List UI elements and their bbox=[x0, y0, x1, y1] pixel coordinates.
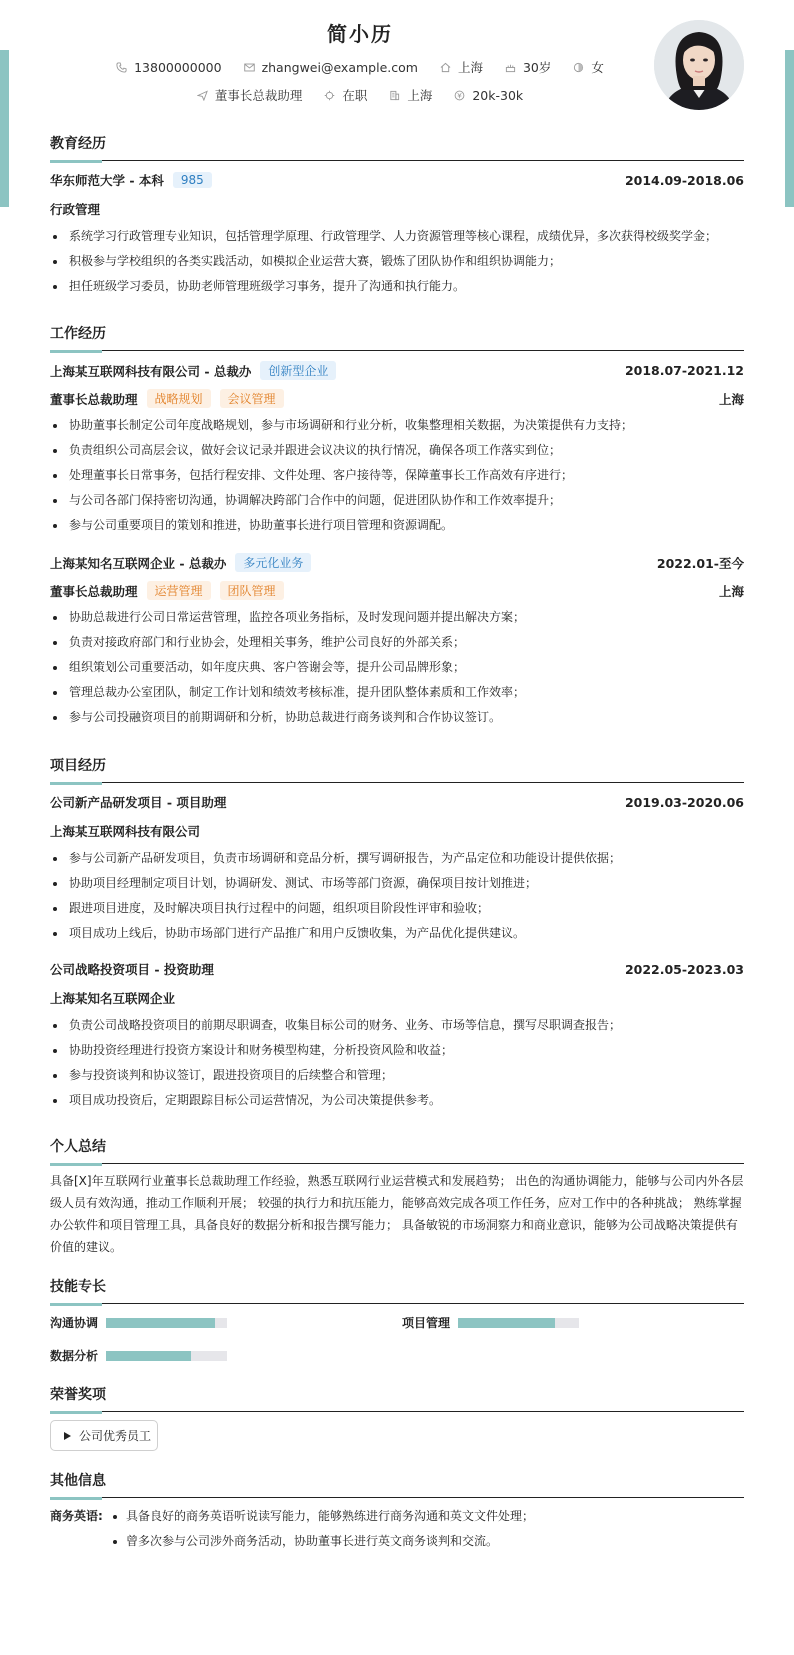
list-item: 参与公司重要项目的策划和推进，协助董事长进行项目管理和资源调配。 bbox=[50, 513, 744, 538]
list-item: 项目成功投资后，定期跟踪目标公司运营情况，为公司决策提供参考。 bbox=[50, 1088, 744, 1113]
skill-name: 沟通协调 bbox=[50, 1316, 99, 1330]
list-item: 管理总裁办公室团队，制定工作计划和绩效考核标准，提升团队整体素质和工作效率； bbox=[50, 680, 744, 705]
work-2-bullets bbox=[50, 605, 744, 730]
list-item: 曾多次参与公司涉外商务活动，协助董事长进行英文商务谈判和交流。 bbox=[107, 1529, 534, 1554]
list-item: 参与公司投融资项目的前期调研和分析，协助总裁进行商务谈判和合作协议签订。 bbox=[50, 705, 744, 730]
work-2-role: 董事长总裁助理 bbox=[50, 583, 138, 599]
work-1-bullets bbox=[50, 413, 744, 538]
section-title-skills: 技能专长 bbox=[50, 1276, 744, 1304]
salary-item bbox=[454, 88, 523, 103]
gender-text: 女 bbox=[591, 60, 604, 75]
list-item: 负责公司战略投资项目的前期尽职调查，收集目标公司的财务、业务、市场等信息，撰写尽职调查报告； bbox=[50, 1013, 744, 1038]
building-icon bbox=[389, 90, 400, 101]
project-2-company: 上海某知名互联网企业 bbox=[50, 991, 176, 1006]
education-major: 行政管理 bbox=[50, 202, 101, 217]
resume-name: 简小历 bbox=[327, 22, 393, 46]
gender-item bbox=[573, 58, 604, 76]
skill-bar-fill bbox=[106, 1318, 215, 1328]
gender-icon bbox=[573, 62, 584, 73]
list-item: 协助董事长制定公司年度战略规划，参与市场调研和行业分析，收集整理相关数据，为决策提供有力支持； bbox=[50, 413, 744, 438]
position-text: 董事长总裁助理 bbox=[214, 88, 303, 103]
list-item: 参与公司新产品研发项目，负责市场调研和竞品分析，撰写调研报告，为产品定位和功能设计提供依据； bbox=[50, 846, 744, 871]
list-item: 协助投资经理进行投资方案设计和财务模型构建，分析投资风险和收益； bbox=[50, 1038, 744, 1063]
skill-name: 项目管理 bbox=[402, 1316, 451, 1330]
education-bullets bbox=[50, 224, 744, 299]
project-1-header bbox=[50, 793, 744, 811]
section-title-education: 教育经历 bbox=[50, 133, 744, 161]
work-2-role-tag: 运营管理 bbox=[147, 581, 211, 600]
position-item bbox=[197, 86, 303, 104]
project-2-date: 2022.05-2023.03 bbox=[624, 961, 744, 977]
avatar-photo bbox=[654, 20, 744, 110]
list-item: 协助项目经理制定项目计划，协调研发、测试、市场等部门资源，确保项目按计划推进； bbox=[50, 871, 744, 896]
send-icon bbox=[197, 90, 208, 101]
work-1-role-tag: 会议管理 bbox=[220, 389, 284, 408]
job-intent-row bbox=[50, 86, 670, 104]
city-text: 上海 bbox=[457, 60, 483, 75]
work-2-role-tag: 团队管理 bbox=[220, 581, 284, 600]
work-1-company-tag: 创新型企业 bbox=[260, 361, 336, 380]
skill-item bbox=[402, 1314, 579, 1331]
status-text: 在职 bbox=[342, 88, 368, 103]
list-item: 跟进项目进度，及时解决项目执行过程中的问题，组织项目阶段性评审和验收； bbox=[50, 896, 744, 921]
money-icon bbox=[454, 90, 465, 101]
work-1-location: 上海 bbox=[718, 391, 744, 407]
section-title-honors: 荣誉奖项 bbox=[50, 1384, 744, 1412]
work-1-header bbox=[50, 361, 744, 380]
list-item: 负责组织公司高层会议，做好会议记录并跟进会议决议的执行情况，确保各项工作落实到位； bbox=[50, 438, 744, 463]
section-title-projects: 项目经历 bbox=[50, 755, 744, 783]
skill-item bbox=[50, 1347, 227, 1364]
project-2-bullets bbox=[50, 1013, 744, 1113]
skill-item bbox=[50, 1314, 227, 1331]
project-1-bullets bbox=[50, 846, 744, 946]
skill-name: 数据分析 bbox=[50, 1349, 99, 1363]
honor-item[interactable] bbox=[50, 1420, 158, 1451]
other-bullets bbox=[107, 1504, 534, 1554]
skill-bar-fill bbox=[458, 1318, 555, 1328]
work-1-date: 2018.07-2021.12 bbox=[624, 363, 744, 378]
phone-item bbox=[116, 60, 221, 75]
project-1-date: 2019.03-2020.06 bbox=[624, 794, 744, 810]
summary-text: 具备[X]年互联网行业董事长总裁助理工作经验，熟悉互联网行业运营模式和发展趋势； 出色的沟通协调能力，能够与公司内外各层级人员有效沟通，推动工作顺利开展； 较强的执行力和抗压能力，能够高效完成各项工作任务，应对工作中的各种挑战； 熟练掌握办公软件和项目管理工具，具备良好的数据分析和报告撰写能力； 具备敏锐的市场洞察力和商业意识，能够为公司战略决策提供有价值的建议。 bbox=[50, 1174, 744, 1254]
age-text: 30岁 bbox=[522, 60, 552, 75]
work-2-date: 2022.01-至今 bbox=[656, 555, 744, 571]
skill-bar bbox=[106, 1318, 227, 1328]
work-1-role: 董事长总裁助理 bbox=[50, 391, 138, 407]
education-school: 华东师范大学 - 本科 bbox=[50, 173, 164, 188]
cake-icon bbox=[505, 62, 516, 73]
work-2-header bbox=[50, 553, 744, 572]
work-1-company: 上海某互联网科技有限公司 - 总裁办 bbox=[50, 363, 252, 379]
email-text: zhangwei@example.com bbox=[261, 59, 418, 75]
list-item: 与公司各部门保持密切沟通，协调解决跨部门合作中的问题，促进团队协作和工作效率提升； bbox=[50, 488, 744, 513]
list-item: 参与投资谈判和协议签订，跟进投资项目的后续整合和管理； bbox=[50, 1063, 744, 1088]
left-accent-bar bbox=[0, 50, 9, 207]
list-item: 处理董事长日常事务，包括行程安排、文件处理、客户接待等，保障董事长工作高效有序进行； bbox=[50, 463, 744, 488]
list-item: 担任班级学习委员，协助老师管理班级学习事务，提升了沟通和执行能力。 bbox=[50, 274, 744, 299]
age-item bbox=[505, 58, 551, 76]
list-item: 具备良好的商务英语听说读写能力，能够熟练进行商务沟通和英文文件处理； bbox=[107, 1504, 534, 1529]
list-item: 组织策划公司重要活动，如年度庆典、客户答谢会等，提升公司品牌形象； bbox=[50, 655, 744, 680]
education-date: 2014.09-2018.06 bbox=[624, 172, 744, 188]
honor-label: 公司优秀员工 bbox=[79, 1429, 152, 1443]
work-2-role-row bbox=[50, 581, 744, 600]
email-item bbox=[244, 60, 418, 75]
work-2-location: 上海 bbox=[718, 583, 744, 599]
project-1-company: 上海某互联网科技有限公司 bbox=[50, 824, 201, 839]
skill-bar bbox=[458, 1318, 579, 1328]
other-label: 商务英语: bbox=[50, 1509, 103, 1523]
right-accent-bar bbox=[785, 50, 794, 207]
section-title-other: 其他信息 bbox=[50, 1470, 744, 1498]
salary-text: 20k-30k bbox=[472, 87, 524, 103]
status-item bbox=[324, 86, 367, 104]
list-item: 积极参与学校组织的各类实践活动，如模拟企业运营大赛，锻炼了团队协作和组织协调能力； bbox=[50, 249, 744, 274]
list-item: 项目成功上线后，协助市场部门进行产品推广和用户反馈收集，为产品优化提供建议。 bbox=[50, 921, 744, 946]
contact-row bbox=[50, 58, 670, 76]
skill-bar bbox=[106, 1351, 227, 1361]
work-2-company-tag: 多元化业务 bbox=[235, 553, 311, 572]
education-tag: 985 bbox=[173, 172, 212, 188]
list-item: 负责对接政府部门和行业协会，处理相关事务，维护公司良好的外部关系； bbox=[50, 630, 744, 655]
work-1-role-tag: 战略规划 bbox=[147, 389, 211, 408]
phone-text: 13800000000 bbox=[134, 59, 222, 75]
phone-icon bbox=[116, 62, 127, 73]
education-header bbox=[50, 171, 744, 189]
work-2-company: 上海某知名互联网企业 - 总裁办 bbox=[50, 555, 227, 571]
mail-icon bbox=[244, 62, 255, 73]
city-item bbox=[440, 58, 483, 76]
target-city-text: 上海 bbox=[407, 88, 433, 103]
list-item: 系统学习行政管理专业知识，包括管理学原理、行政管理学、人力资源管理等核心课程，成绩优异，多次获得校级奖学金； bbox=[50, 224, 744, 249]
play-icon bbox=[64, 1432, 71, 1440]
home-icon bbox=[440, 62, 451, 73]
skill-bar-fill bbox=[106, 1351, 191, 1361]
project-1-title: 公司新产品研发项目 - 项目助理 bbox=[50, 795, 227, 810]
target-city-item bbox=[389, 86, 432, 104]
status-icon bbox=[324, 90, 335, 101]
list-item: 协助总裁进行公司日常运营管理，监控各项业务指标，及时发现问题并提出解决方案； bbox=[50, 605, 744, 630]
section-title-work: 工作经历 bbox=[50, 323, 744, 351]
project-2-title: 公司战略投资项目 - 投资助理 bbox=[50, 962, 214, 977]
project-2-header bbox=[50, 960, 744, 978]
work-1-role-row bbox=[50, 389, 744, 408]
section-title-summary: 个人总结 bbox=[50, 1136, 744, 1164]
